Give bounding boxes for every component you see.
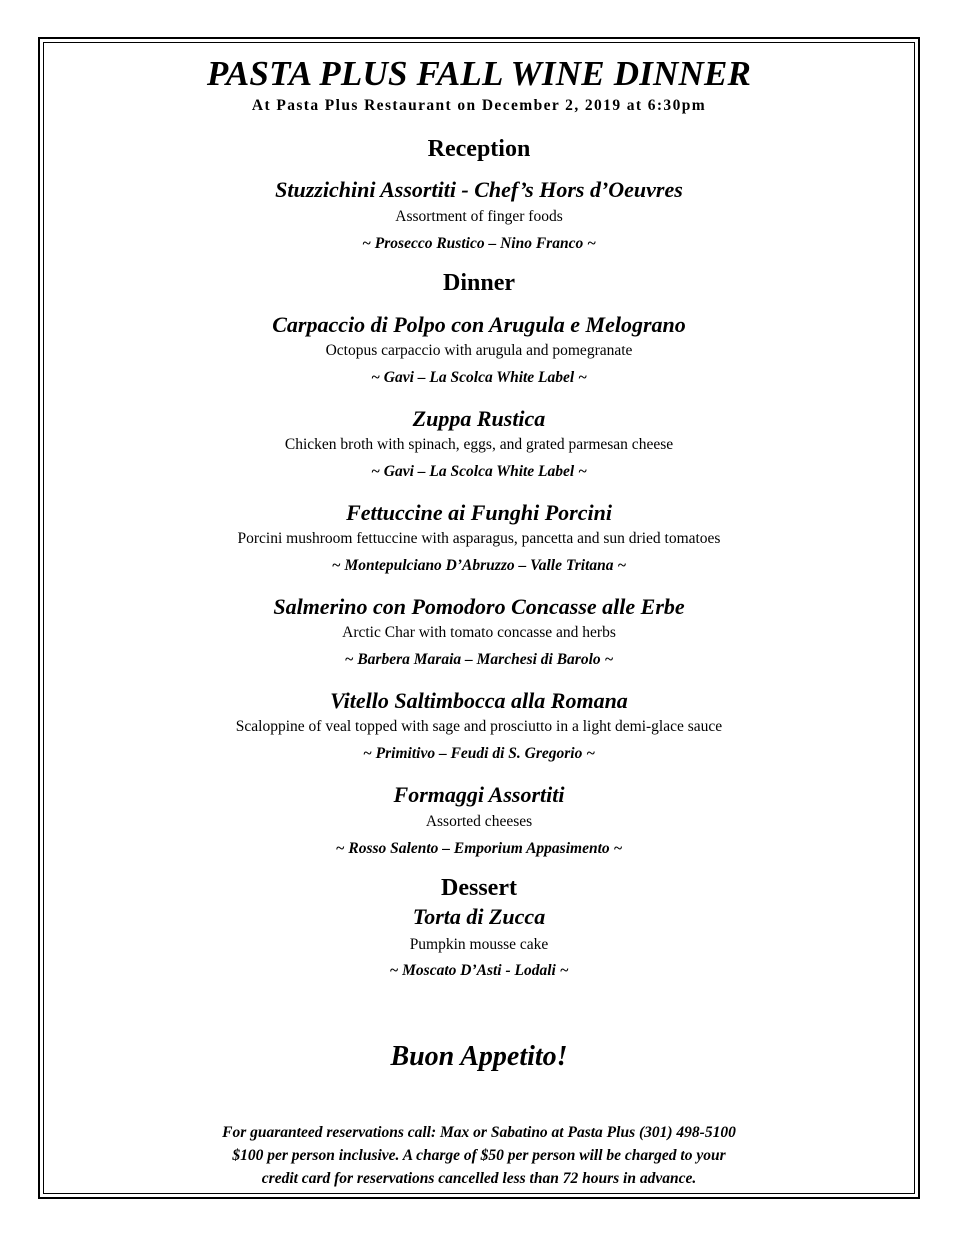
dessert-description: Pumpkin mousse cake — [409, 936, 549, 953]
course-description: Arctic Char with tomato concasse and herbs — [342, 624, 616, 641]
reception-description: Assortment of finger foods — [395, 208, 563, 225]
dessert-wine: ~ Moscato D’Asti - Lodali ~ — [389, 962, 569, 979]
course-wine: ~ Primitivo – Feudi di S. Gregorio ~ — [362, 745, 596, 762]
event-date-line: At Pasta Plus Restaurant on December 2, 2019 at 6:30pm — [251, 97, 707, 114]
course-description: Porcini mushroom fettuccine with asparagus, pancetta and sun dried tomatoes — [237, 530, 721, 547]
course-wine: ~ Gavi – La Scolca White Label ~ — [371, 369, 587, 386]
closing-greeting: Buon Appetito! — [390, 1041, 568, 1072]
course-description: Chicken broth with spinach, eggs, and grated parmesan cheese — [284, 436, 674, 453]
dessert-heading: Dessert — [441, 875, 517, 901]
menu-title: PASTA PLUS FALL WINE DINNER — [206, 54, 752, 93]
course-dish: Carpaccio di Polpo con Arugula e Melograno — [272, 312, 686, 337]
course-dish: Zuppa Rustica — [412, 406, 546, 431]
course-wine: ~ Barbera Maraia – Marchesi di Barolo ~ — [344, 651, 614, 668]
course-dish: Salmerino con Pomodoro Concasse alle Erbe — [273, 594, 685, 619]
course-description: Assorted cheeses — [425, 813, 533, 830]
course-description: Octopus carpaccio with arugula and pomegranate — [325, 342, 633, 359]
course-dish: Formaggi Assortiti — [393, 782, 565, 807]
dessert-dish: Torta di Zucca — [412, 904, 546, 929]
price-line: $100 per person inclusive. A charge of $50 per person will be charged to your — [232, 1147, 726, 1164]
reception-dish: Stuzzichini Assortiti - Chef’s Hors d’Oeuvres — [275, 177, 683, 202]
reception-wine: ~ Prosecco Rustico – Nino Franco ~ — [362, 235, 596, 252]
course-dish: Vitello Saltimbocca alla Romana — [330, 688, 628, 713]
course-wine: ~ Rosso Salento – Emporium Appasimento ~ — [335, 840, 623, 857]
reservation-line: For guaranteed reservations call: Max or Sabatino at Pasta Plus (301) 498-5100 — [222, 1124, 736, 1141]
course-dish: Fettuccine ai Funghi Porcini — [346, 500, 612, 525]
cancellation-line: credit card for reservations cancelled less than 72 hours in advance. — [261, 1170, 697, 1187]
course-wine: ~ Montepulciano D’Abruzzo – Valle Tritana ~ — [331, 557, 627, 574]
dinner-heading: Dinner — [443, 270, 515, 296]
reception-heading: Reception — [427, 136, 531, 162]
course-description: Scaloppine of veal topped with sage and prosciutto in a light demi-glace sauce — [235, 718, 723, 735]
course-wine: ~ Gavi – La Scolca White Label ~ — [371, 463, 587, 480]
